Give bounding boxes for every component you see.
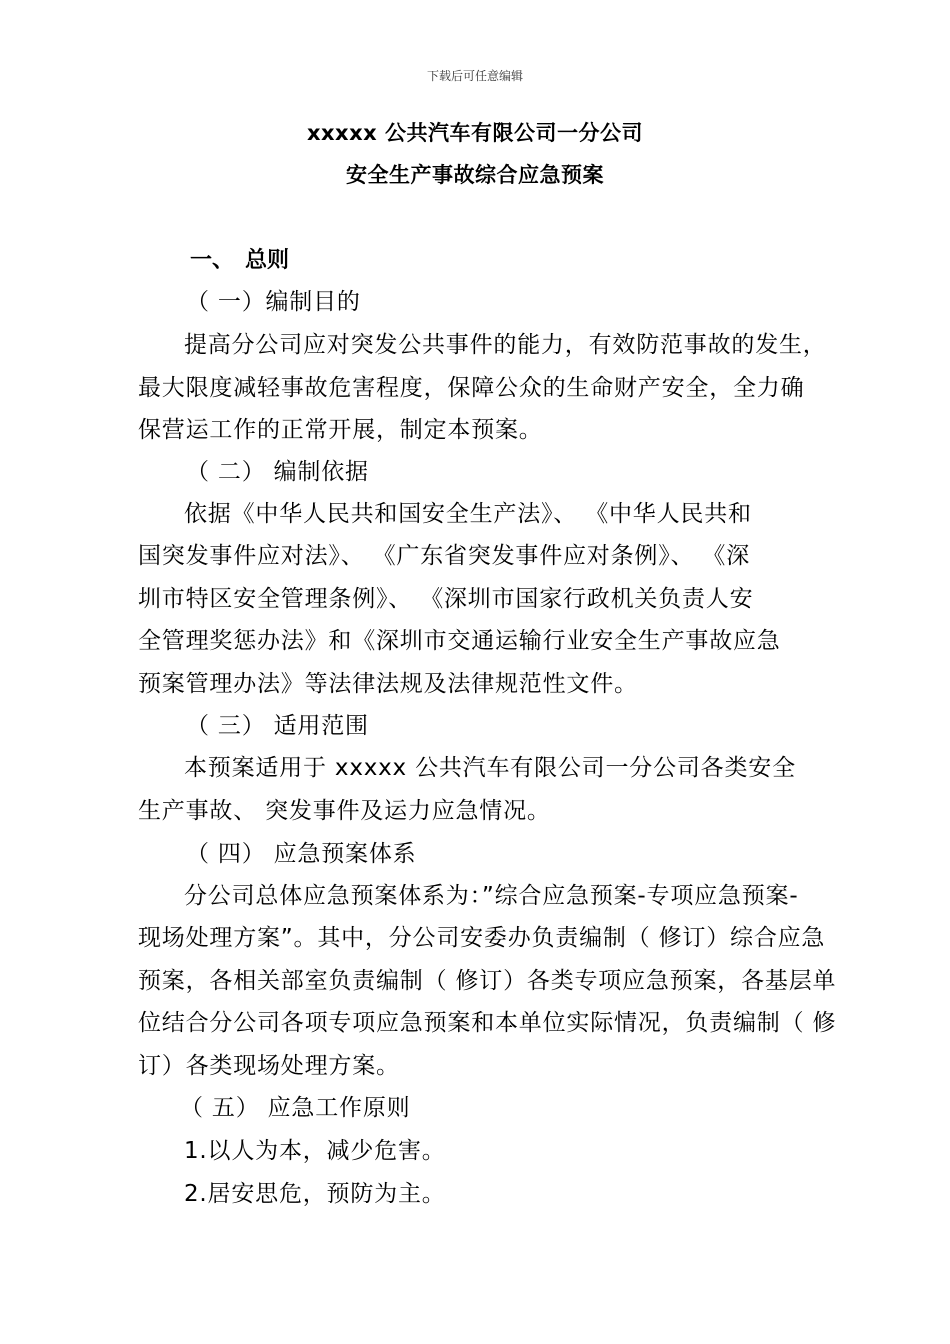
paragraph-line: 国突发事件应对法》、 《广东省突发事件应对条例》、 《深 — [138, 543, 751, 569]
paragraph-line: 本预案适用于 xxxxx 公共汽车有限公司一分公司各类安全 — [184, 755, 796, 781]
paragraph-line: 依据《中华人民共和国安全生产法》、 《中华人民共和 — [184, 501, 752, 527]
document-title-line2: 安全生产事故综合应急预案 — [346, 163, 604, 187]
list-item: 1.以人为本，减少危害。 — [184, 1138, 446, 1164]
document-title-line1: xxxxx 公共汽车有限公司一分公司 — [306, 121, 644, 145]
header-note: 下载后可任意编辑 — [426, 69, 523, 83]
subsection-heading-principles: （ 五） 应急工作原则 — [180, 1095, 411, 1121]
subsection-heading-scope: （ 三） 适用范围 — [186, 713, 369, 739]
paragraph-line: 位结合分公司各项专项应急预案和本单位实际情况，负责编制（ 修 — [138, 1010, 837, 1036]
section-heading-general: 一、 总则 — [190, 248, 290, 273]
paragraph-line: 现场处理方案”。其中，分公司安委办负责编制（ 修订）综合应急 — [138, 925, 826, 951]
list-item: 2.居安思危，预防为主。 — [184, 1181, 446, 1207]
paragraph-line: 预案管理办法》等法律法规及法律规范性文件。 — [138, 671, 638, 697]
paragraph-line: 预案，各相关部室负责编制（ 修订）各类专项应急预案，各基层单 — [138, 968, 837, 994]
paragraph-line: 分公司总体应急预案体系为：”综合应急预案-专项应急预案- — [184, 883, 799, 909]
subsection-heading-basis: （ 二） 编制依据 — [186, 459, 369, 485]
subsection-heading-purpose: （ 一）编制目的 — [186, 289, 361, 315]
paragraph-line: 全管理奖惩办法》和《深圳市交通运输行业安全生产事故应急 — [138, 628, 781, 654]
paragraph-line: 最大限度减轻事故危害程度，保障公众的生命财产安全，全力确 — [138, 375, 805, 401]
paragraph-line: 圳市特区安全管理条例》、 《深圳市国家行政机关负责人安 — [138, 586, 754, 612]
paragraph-line: 生产事故、 突发事件及运力应急情况。 — [138, 798, 551, 824]
paragraph-line: 保营运工作的正常开展，制定本预案。 — [138, 417, 543, 443]
subsection-heading-system: （ 四） 应急预案体系 — [186, 841, 417, 867]
paragraph-line: 订）各类现场处理方案。 — [138, 1053, 400, 1079]
paragraph-line: 提高分公司应对突发公共事件的能力，有效防范事故的发生， — [184, 332, 827, 358]
